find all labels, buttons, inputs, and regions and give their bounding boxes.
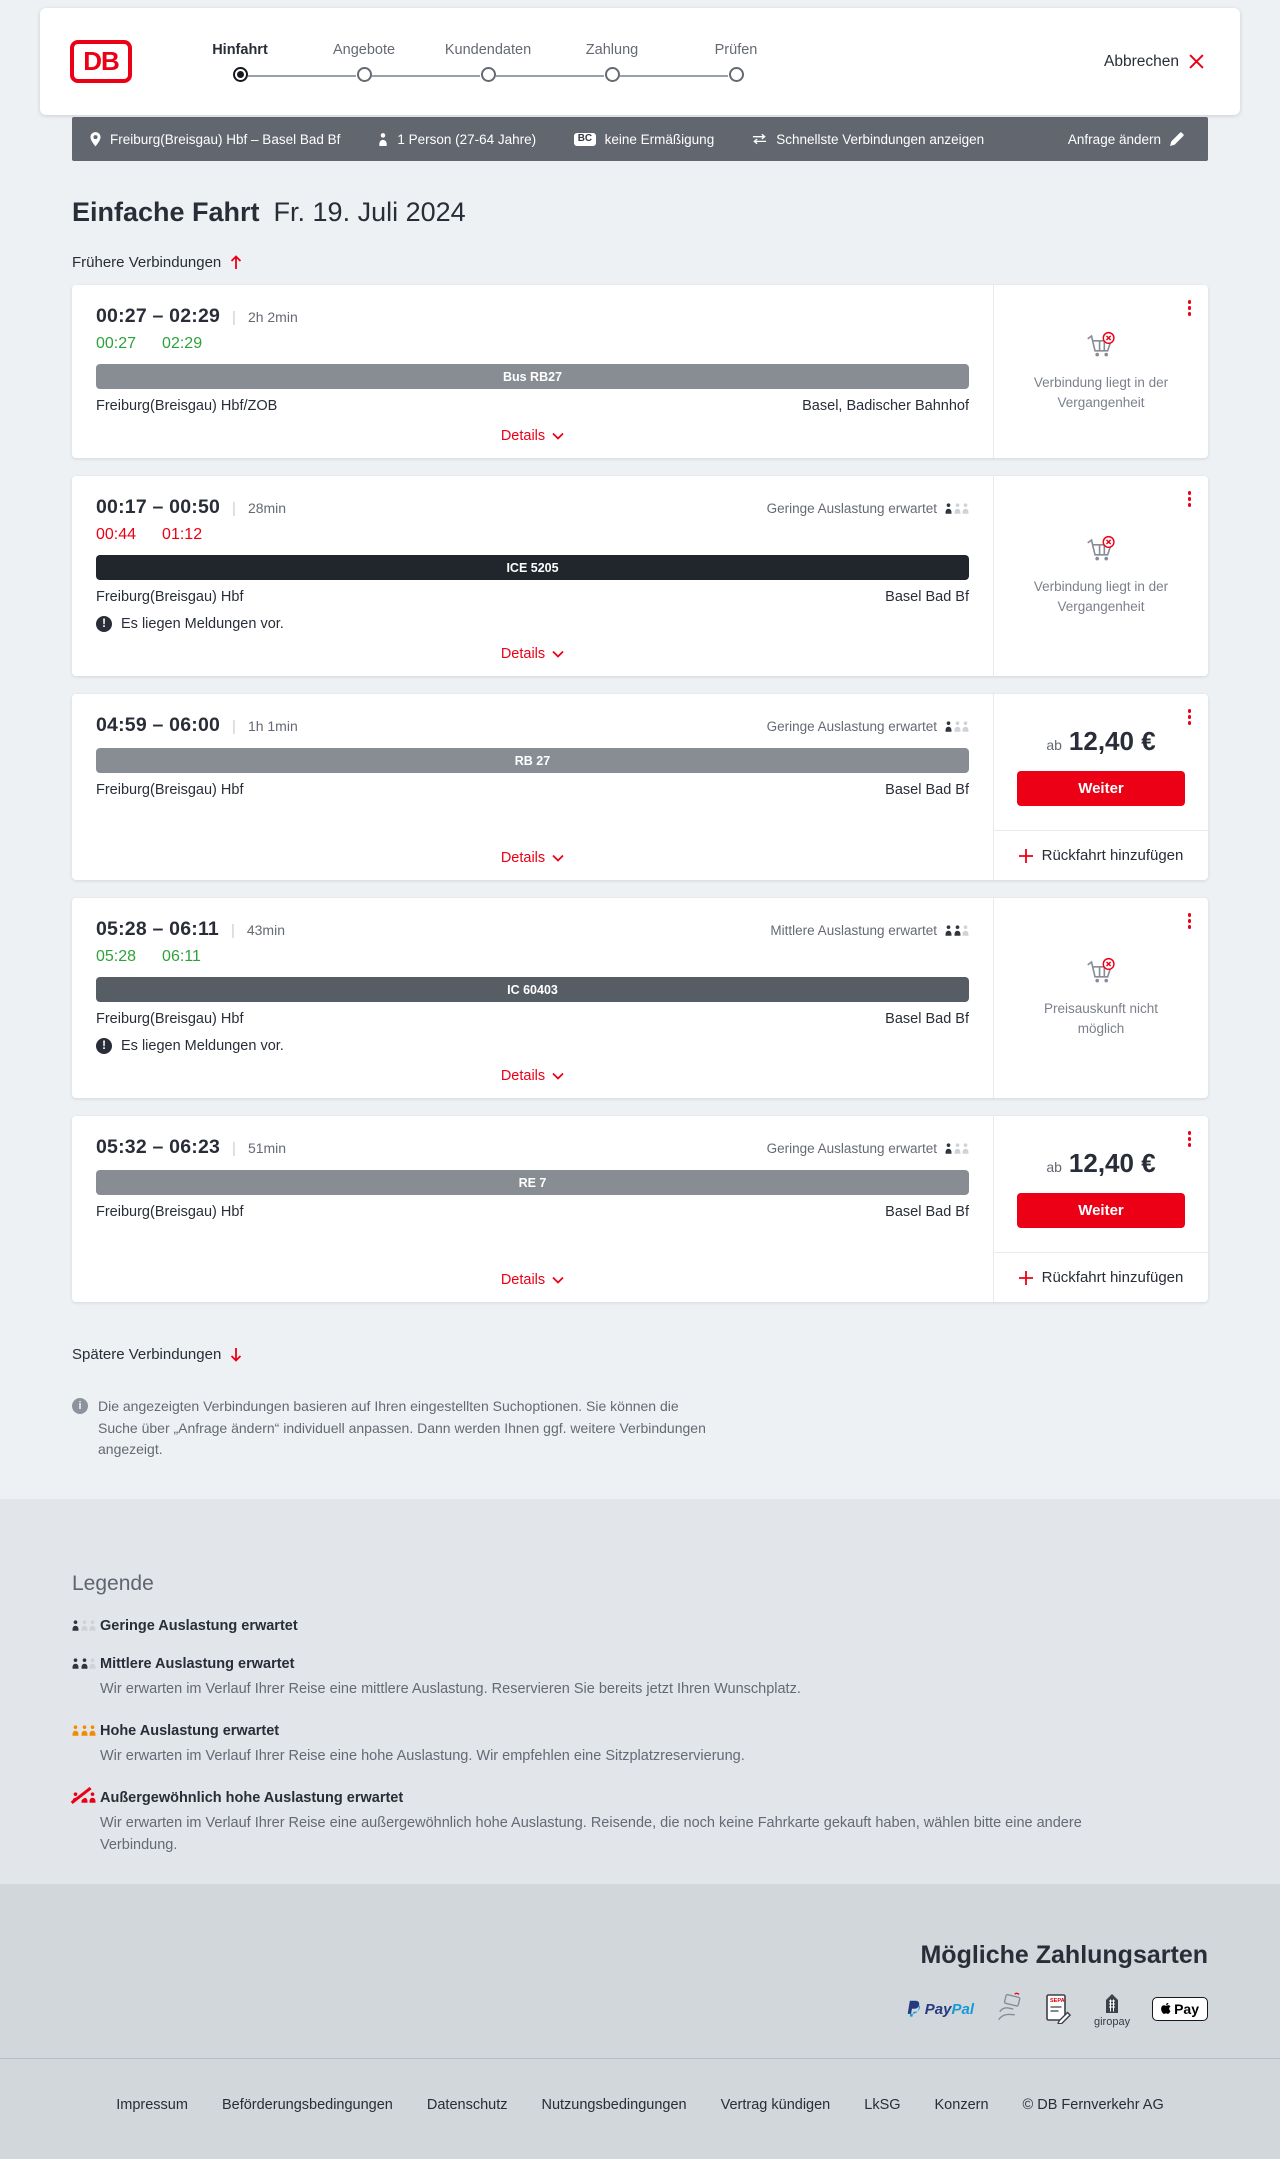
paypal-word-dark: Pay	[924, 2000, 952, 2018]
trip-filter	[752, 132, 984, 147]
cart-unavailable-icon	[1082, 535, 1120, 566]
trip-discount-label: keine Ermäßigung	[604, 131, 715, 147]
stations-row	[96, 1204, 969, 1220]
duration: 2h 2min	[247, 309, 298, 325]
arrival-station: Basel Bad Bf	[885, 782, 969, 798]
occupancy-extreme-icon	[72, 1792, 100, 1803]
messages-warning	[96, 616, 969, 632]
chevron-down-icon	[552, 1276, 564, 1284]
arrival-station: Basel Bad Bf	[885, 589, 969, 605]
price-area	[994, 694, 1208, 831]
footer-link-befoerderungsbedingungen[interactable]: Beförderungsbedingungen	[221, 2096, 393, 2113]
info-icon	[72, 1398, 88, 1414]
separator	[232, 1140, 236, 1157]
search-options-note	[72, 1396, 722, 1461]
step-label: Hinfahrt	[212, 41, 268, 58]
details-toggle[interactable]	[501, 1258, 564, 1288]
times-row	[96, 305, 969, 328]
person-filled-icon	[89, 1725, 96, 1736]
person-filled-icon	[945, 721, 952, 732]
price-prefix: ab	[1046, 737, 1062, 753]
footer-link-lksg[interactable]: LkSG	[864, 2096, 901, 2113]
person-filled-icon	[72, 1725, 79, 1736]
person-empty-icon	[81, 1620, 88, 1631]
person-filled-icon	[945, 1143, 952, 1154]
occupancy-indicator	[767, 1141, 969, 1156]
connection-action-panel	[993, 476, 1208, 676]
person-filled-icon	[72, 1792, 79, 1803]
cart-unavailable-icon	[1082, 331, 1120, 362]
arrow-down-icon	[230, 1347, 242, 1362]
past-connection-note	[994, 476, 1208, 676]
step-label: Prüfen	[714, 41, 758, 58]
connection-list	[72, 285, 1208, 1302]
applepay-label: Pay	[1174, 2001, 1199, 2018]
transfer-arrows-icon	[752, 133, 767, 145]
payment-title: Mögliche Zahlungsarten	[920, 1941, 1208, 1970]
price-line	[1046, 1148, 1155, 1179]
connection-action-panel	[993, 694, 1208, 880]
occupancy-low-icon	[72, 1620, 100, 1631]
separator	[232, 718, 236, 735]
later-connections-label: Spätere Verbindungen	[72, 1346, 222, 1363]
stations-row	[96, 398, 969, 414]
duration: 28min	[247, 500, 287, 516]
price-prefix: ab	[1046, 1159, 1062, 1175]
db-logo[interactable]	[70, 40, 132, 83]
departure-station: Freiburg(Breisgau) Hbf	[96, 1011, 244, 1027]
person-filled-icon	[81, 1792, 88, 1803]
connection-summary	[72, 285, 993, 458]
separator	[231, 922, 235, 939]
step-angebote[interactable]	[302, 42, 426, 82]
past-connection-note	[994, 285, 1208, 458]
times-row	[96, 918, 969, 941]
chevron-down-icon	[552, 432, 564, 440]
occupancy-low-icon	[945, 503, 969, 514]
chevron-down-icon	[552, 650, 564, 658]
legend-item-description: Wir erwarten im Verlauf Ihrer Reise eine mittlere Auslastung. Reservieren Sie bereits jetzt Ihren Wunschplatz.	[100, 1681, 801, 1698]
sepa-label: SEPA	[1050, 1998, 1065, 2005]
exclamation-icon	[96, 616, 112, 632]
connection-summary	[72, 1116, 993, 1302]
times-row	[96, 496, 969, 519]
duration: 1h 1min	[247, 718, 298, 734]
legend-item-title: Hohe Auslastung erwartet	[100, 1723, 280, 1740]
weiter-button[interactable]: Weiter	[1017, 1193, 1185, 1228]
duration: 43min	[246, 922, 285, 938]
person-filled-icon	[72, 1658, 79, 1669]
price-area	[994, 1116, 1208, 1253]
step-dot-icon	[481, 67, 496, 82]
separator	[232, 500, 236, 517]
legend-title: Legende	[72, 1572, 154, 1596]
occupancy-high-icon	[72, 1725, 100, 1736]
step-label: Kundendaten	[444, 41, 532, 58]
earlier-connections-label: Frühere Verbindungen	[72, 254, 222, 271]
occupancy-medium-icon	[945, 925, 969, 936]
add-return-button[interactable]	[994, 831, 1208, 880]
train-segment-bar[interactable]: RB 27	[96, 748, 969, 773]
legend-item-extreme	[72, 1790, 1208, 1857]
occupancy-label: Geringe Auslastung erwartet	[766, 719, 937, 734]
details-label: Details	[500, 1068, 546, 1084]
step-label: Angebote	[332, 41, 396, 58]
journey-date: Fr. 19. Juli 2024	[273, 197, 466, 227]
step-hinfahrt[interactable]	[178, 42, 302, 82]
legend-item-high	[72, 1723, 1208, 1768]
step-pruefen[interactable]	[674, 42, 798, 82]
occupancy-label: Geringe Auslastung erwartet	[766, 501, 937, 516]
person-empty-icon	[89, 1658, 96, 1669]
copyright-text: © DB Fernverkehr AG	[1022, 2096, 1164, 2113]
train-segment-bar[interactable]: RE 7	[96, 1170, 969, 1195]
connection-summary	[72, 898, 993, 1098]
messages-warning-label: Es liegen Meldungen vor.	[121, 616, 284, 632]
price-value: 12,40 €	[1068, 726, 1156, 756]
step-dot-active-icon	[233, 67, 248, 82]
details-label: Details	[500, 1272, 546, 1288]
plus-icon	[1019, 1271, 1033, 1285]
details-label: Details	[500, 428, 546, 444]
person-filled-icon	[81, 1725, 88, 1736]
arrival-station: Basel, Badischer Bahnhof	[802, 398, 969, 414]
footer-link-impressum[interactable]: Impressum	[116, 2096, 188, 2113]
trip-route-label: Freiburg(Breisgau) Hbf – Basel Bad Bf	[110, 131, 341, 147]
realtime-departure: 00:27	[96, 335, 137, 352]
train-segment-bar[interactable]: ICE 5205	[96, 555, 969, 580]
footer-link-nutzungsbedingungen[interactable]: Nutzungsbedingungen	[541, 2096, 687, 2113]
cancel-button[interactable]	[1098, 52, 1210, 72]
step-dot-icon	[729, 67, 744, 82]
time-range: 00:27 – 02:29	[96, 305, 221, 327]
messages-warning	[96, 1038, 969, 1054]
db-logo-text: DB	[83, 46, 119, 76]
step-zahlung[interactable]	[550, 42, 674, 82]
page-title	[72, 197, 1208, 228]
realtime-departure: 05:28	[96, 948, 137, 965]
train-segment-bar[interactable]: IC 60403	[96, 977, 969, 1002]
occupancy-indicator	[770, 923, 969, 938]
person-filled-icon	[72, 1620, 79, 1631]
details-toggle[interactable]	[501, 1054, 564, 1084]
connection-summary	[72, 476, 993, 676]
realtime-row	[96, 526, 969, 544]
connection-action-panel	[993, 285, 1208, 458]
results-main	[72, 197, 1208, 1461]
trip-discount	[574, 132, 714, 147]
bahncard-icon: BC	[574, 133, 595, 146]
trip-filter-label: Schnellste Verbindungen anzeigen	[776, 131, 985, 147]
pencil-icon	[1170, 132, 1184, 146]
booking-stepper	[178, 42, 798, 82]
giropay-label: giropay	[1094, 2015, 1131, 2028]
legend-item-medium	[72, 1656, 1208, 1701]
no-price-note	[994, 898, 1208, 1098]
trip-passenger	[378, 132, 536, 147]
departure-station: Freiburg(Breisgau) Hbf	[96, 589, 244, 605]
paypal-word-light: Pal	[951, 2000, 974, 2018]
no-price-message: Preisauskunft nicht möglich	[1043, 1001, 1159, 1036]
person-empty-icon	[962, 1143, 969, 1154]
trip-route	[90, 132, 340, 147]
later-connections-button[interactable]	[72, 1346, 242, 1363]
person-filled-icon	[945, 925, 952, 936]
times-row	[96, 1136, 969, 1159]
legend-item-description: Wir erwarten im Verlauf Ihrer Reise eine außergewöhnlich hohe Auslastung. Reisende, die noch keine Fahrkarte gekauft haben, wählen bitte eine andere Verbindung.	[100, 1814, 1082, 1853]
legend-item-title: Außergewöhnlich hohe Auslastung erwartet	[100, 1789, 404, 1806]
time-range: 00:17 – 00:50	[96, 496, 221, 518]
trip-passenger-label: 1 Person (27-64 Jahre)	[397, 131, 537, 147]
time-range: 05:28 – 06:11	[96, 918, 219, 940]
details-label: Details	[500, 850, 546, 866]
plus-icon	[1019, 849, 1033, 863]
creditcard-hand-icon	[996, 1992, 1024, 2027]
realtime-departure: 00:44	[96, 526, 137, 543]
connection-card	[72, 1116, 1208, 1302]
connection-action-panel	[993, 1116, 1208, 1302]
occupancy-low-icon	[945, 721, 969, 732]
more-options-button[interactable]	[1184, 1127, 1196, 1151]
person-filled-icon	[954, 925, 961, 936]
realtime-row	[96, 335, 969, 353]
sepa-direct-debit-icon	[1046, 1994, 1072, 2024]
person-empty-icon	[962, 925, 969, 936]
details-label: Details	[500, 646, 546, 662]
edit-request-button[interactable]	[1062, 131, 1190, 148]
details-toggle[interactable]	[501, 632, 564, 662]
weiter-button[interactable]: Weiter	[1017, 771, 1185, 806]
cancel-label: Abbrechen	[1104, 52, 1179, 70]
legend-item-low	[72, 1618, 1208, 1634]
realtime-arrival: 02:29	[162, 335, 203, 352]
step-dot-icon	[605, 67, 620, 82]
connection-card	[72, 285, 1208, 458]
legend-item-title: Geringe Auslastung erwartet	[100, 1618, 298, 1635]
header-card	[40, 8, 1240, 115]
apple-logo-icon	[1161, 2003, 1171, 2015]
earlier-connections-button[interactable]	[72, 254, 242, 271]
time-range: 05:32 – 06:23	[96, 1136, 221, 1158]
connection-card	[72, 476, 1208, 676]
footer-links	[0, 2059, 1280, 2159]
departure-station: Freiburg(Breisgau) Hbf/ZOB	[96, 398, 278, 414]
chevron-down-icon	[552, 1072, 564, 1080]
times-row	[96, 714, 969, 737]
past-connection-message: Verbindung liegt in der Vergangenheit	[1033, 374, 1169, 410]
person-icon	[378, 133, 388, 146]
exclamation-icon	[96, 1038, 112, 1054]
stations-row	[96, 589, 969, 605]
payment-section	[0, 1941, 1280, 2028]
occupancy-medium-icon	[72, 1658, 100, 1669]
location-pin-icon	[90, 132, 101, 147]
step-dot-icon	[357, 67, 372, 82]
footer-link-vertrag-kuendigen[interactable]: Vertrag kündigen	[720, 2096, 831, 2113]
add-return-label: Rückfahrt hinzufügen	[1041, 847, 1184, 864]
departure-station: Freiburg(Breisgau) Hbf	[96, 1204, 244, 1220]
more-options-button[interactable]	[1184, 296, 1196, 320]
person-filled-icon	[945, 503, 952, 514]
occupancy-indicator	[767, 501, 969, 516]
person-empty-icon	[954, 1143, 961, 1154]
cart-unavailable-icon	[1082, 957, 1120, 988]
person-empty-icon	[954, 503, 961, 514]
occupancy-label: Geringe Auslastung erwartet	[766, 1141, 937, 1156]
legend-item-title: Mittlere Auslastung erwartet	[100, 1656, 295, 1673]
connection-summary	[72, 694, 993, 880]
legend-item-description: Wir erwarten im Verlauf Ihrer Reise eine hohe Auslastung. Wir empfehlen eine Sitzplatzreservierung.	[100, 1748, 745, 1765]
separator	[232, 309, 236, 326]
stations-row	[96, 782, 969, 798]
arrival-station: Basel Bad Bf	[885, 1011, 969, 1027]
edit-request-label: Anfrage ändern	[1067, 131, 1161, 147]
past-connection-message: Verbindung liegt in der Vergangenheit	[1033, 579, 1169, 614]
realtime-arrival: 06:11	[162, 948, 201, 965]
person-filled-icon	[89, 1792, 96, 1803]
duration: 51min	[247, 1140, 287, 1156]
trip-summary-bar	[72, 117, 1208, 161]
person-empty-icon	[962, 721, 969, 732]
add-return-button[interactable]	[994, 1253, 1208, 1302]
arrow-up-icon	[230, 255, 242, 270]
chevron-down-icon	[552, 854, 564, 862]
arrival-station: Basel Bad Bf	[885, 1204, 969, 1220]
close-icon	[1189, 54, 1204, 69]
person-empty-icon	[954, 721, 961, 732]
occupancy-indicator	[767, 719, 969, 734]
details-toggle[interactable]	[501, 836, 564, 866]
paypal-icon	[905, 2000, 974, 2019]
train-segment-bar[interactable]: Bus RB27	[96, 364, 969, 389]
more-options-button[interactable]	[1184, 487, 1196, 511]
messages-warning-label: Es liegen Meldungen vor.	[121, 1038, 284, 1054]
details-toggle[interactable]	[501, 414, 564, 444]
footer-link-konzern[interactable]: Konzern	[934, 2096, 989, 2113]
applepay-icon	[1152, 1997, 1208, 2021]
realtime-arrival: 01:12	[162, 526, 203, 543]
more-options-button[interactable]	[1184, 909, 1196, 933]
payment-methods	[72, 1991, 1208, 2028]
person-empty-icon	[962, 503, 969, 514]
realtime-row	[96, 948, 969, 966]
step-kundendaten[interactable]	[426, 42, 550, 82]
footer-link-datenschutz[interactable]: Datenschutz	[426, 2096, 508, 2113]
person-filled-icon	[81, 1658, 88, 1669]
connection-action-panel	[993, 898, 1208, 1098]
giropay-icon	[1094, 1991, 1130, 2028]
legend-section	[0, 1499, 1280, 1884]
departure-station: Freiburg(Breisgau) Hbf	[96, 782, 244, 798]
step-label: Zahlung	[585, 41, 639, 58]
person-empty-icon	[89, 1620, 96, 1631]
journey-type-title: Einfache Fahrt	[72, 197, 260, 227]
connection-card	[72, 898, 1208, 1098]
stations-row	[96, 1011, 969, 1027]
price-line	[1046, 726, 1155, 757]
search-options-note-text: Die angezeigten Verbindungen basieren auf Ihren eingestellten Suchoptionen. Sie können die Suche über „Anfrage ändern“ individuell anpassen. Dann werden Ihnen ggf. weitere Verbindungen angezeigt.	[98, 1398, 706, 1458]
paypal-logo-icon	[905, 2000, 921, 2019]
page-footer	[0, 1884, 1280, 2159]
price-value: 12,40 €	[1068, 1148, 1156, 1178]
connection-card	[72, 694, 1208, 880]
time-range: 04:59 – 06:00	[96, 714, 221, 736]
occupancy-label: Mittlere Auslastung erwartet	[770, 923, 937, 938]
add-return-label: Rückfahrt hinzufügen	[1041, 1269, 1184, 1286]
more-options-button[interactable]	[1184, 705, 1196, 729]
occupancy-low-icon	[945, 1143, 969, 1154]
